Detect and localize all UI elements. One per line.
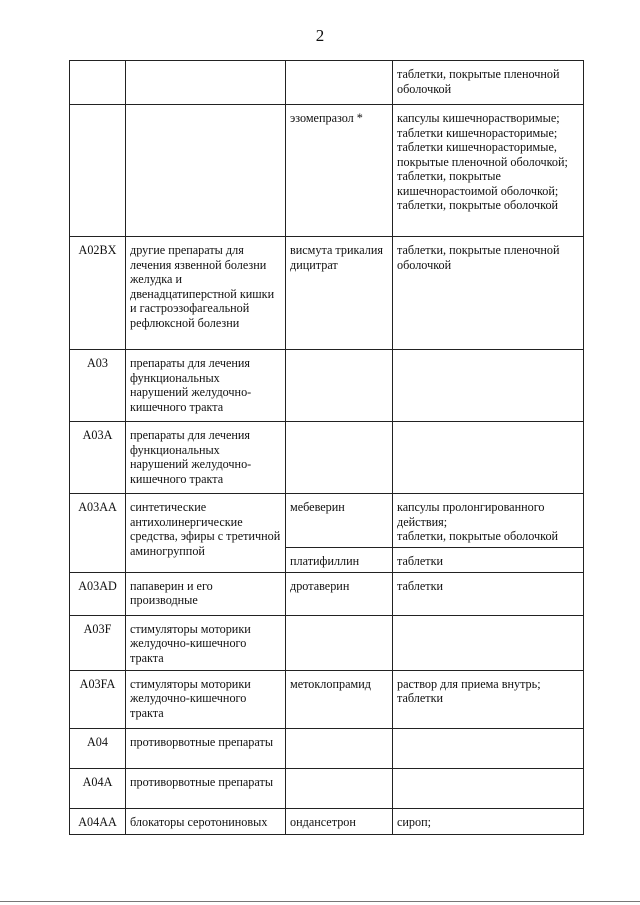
page-bottom-divider (0, 901, 640, 902)
dosage-form-cell (393, 768, 584, 808)
group-cell (126, 61, 286, 105)
dosage-form-cell (393, 728, 584, 768)
drug-name-cell: ондансетрон (286, 808, 393, 834)
table-row (70, 572, 584, 615)
table-row (70, 105, 584, 237)
dosage-form-cell: таблетки, покрытые пленочной оболочкой (393, 61, 584, 105)
atc-code-cell: A03 (70, 350, 126, 422)
group-cell: другие препараты для лечения язвенной болезни желудка и двенадцатиперстной кишки и гастроэзофагеальной рефлюксной болезни (126, 237, 286, 350)
page-number: 2 (315, 26, 325, 45)
atc-code-cell: A03AD (70, 572, 126, 615)
table-row (70, 422, 584, 494)
atc-code-cell: A04AA (70, 808, 126, 834)
table-row (70, 237, 584, 350)
group-cell: препараты для лечения функциональных нарушений желудочно-кишечного тракта (126, 350, 286, 422)
drug-table (69, 60, 584, 835)
drug-name-cell (286, 422, 393, 494)
group-cell: стимуляторы моторики желудочно-кишечного тракта (126, 670, 286, 728)
group-cell: противорвотные препараты (126, 768, 286, 808)
group-cell: препараты для лечения функциональных нарушений желудочно-кишечного тракта (126, 422, 286, 494)
group-cell (126, 105, 286, 237)
table-row (70, 615, 584, 670)
dosage-form-cell: таблетки, покрытые пленочной оболочкой (393, 237, 584, 350)
drug-name-cell: метоклопрамид (286, 670, 393, 728)
drug-name-cell (286, 350, 393, 422)
drug-name-cell: эзомепразол * (286, 105, 393, 237)
group-cell: стимуляторы моторики желудочно-кишечного тракта (126, 615, 286, 670)
dosage-form-cell: сироп; (393, 808, 584, 834)
drug-name-cell: мебеверин (286, 494, 393, 548)
dosage-form-cell: капсулы пролонгированного действия; таблетки, покрытые оболочкой (393, 494, 584, 548)
dosage-form-cell: таблетки (393, 572, 584, 615)
drug-name-cell (286, 61, 393, 105)
dosage-form-cell (393, 615, 584, 670)
atc-code-cell: A04 (70, 728, 126, 768)
atc-code-cell: A03F (70, 615, 126, 670)
dosage-form-cell: капсулы кишечнорастворимые; таблетки кишечнорасторимые; таблетки кишечнорасторимые, покрытые пленочной оболочкой; таблетки, покрытые кишечнорастоимой оболочкой; таблетки, покрытые оболочкой (393, 105, 584, 237)
dosage-form-cell (393, 350, 584, 422)
table-row (70, 728, 584, 768)
atc-code-cell: A04A (70, 768, 126, 808)
table-row (70, 494, 584, 548)
table-row (70, 350, 584, 422)
table-row (70, 768, 584, 808)
atc-code-cell: A03A (70, 422, 126, 494)
atc-code-cell: A03FA (70, 670, 126, 728)
group-cell: противорвотные препараты (126, 728, 286, 768)
group-cell: блокаторы серотониновых (126, 808, 286, 834)
atc-code-cell: A03AA (70, 494, 126, 573)
group-cell: папаверин и его производные (126, 572, 286, 615)
drug-name-cell: дротаверин (286, 572, 393, 615)
dosage-form-cell: раствор для приема внутрь; таблетки (393, 670, 584, 728)
drug-name-cell (286, 615, 393, 670)
atc-code-cell (70, 105, 126, 237)
group-cell: синтетические антихолинергические средства, эфиры с третичной аминогруппой (126, 494, 286, 573)
drug-name-cell (286, 728, 393, 768)
dosage-form-cell (393, 422, 584, 494)
atc-code-cell: A02BX (70, 237, 126, 350)
table-row (70, 808, 584, 834)
drug-name-cell: висмута трикалия дицитрат (286, 237, 393, 350)
drug-name-cell: платифиллин (286, 548, 393, 573)
drug-name-cell (286, 768, 393, 808)
dosage-form-cell: таблетки (393, 548, 584, 573)
table-row (70, 670, 584, 728)
table-row (70, 61, 584, 105)
atc-code-cell (70, 61, 126, 105)
